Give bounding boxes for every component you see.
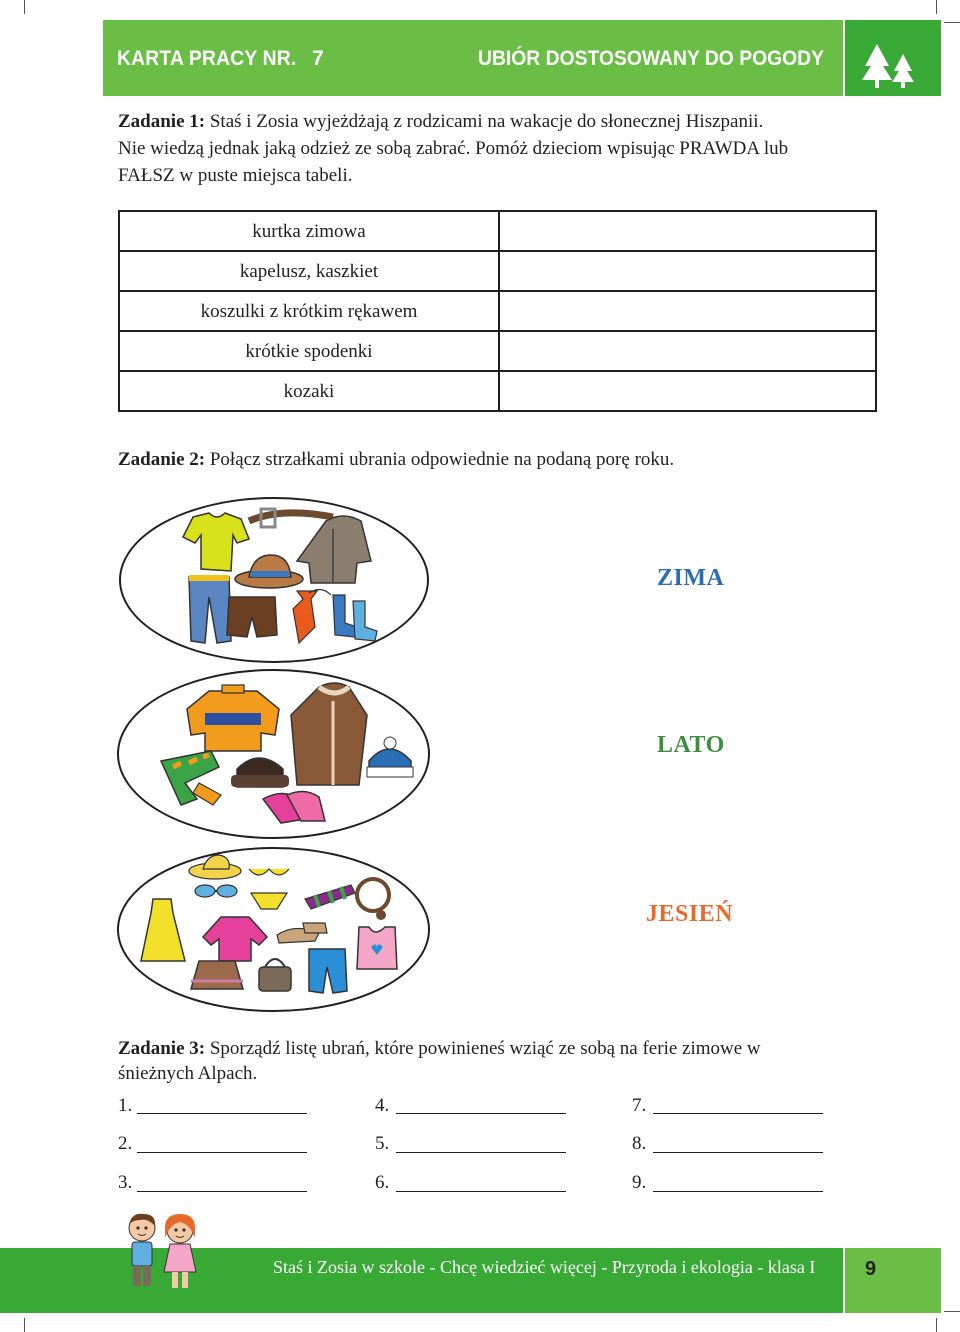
crop-mark [24,0,25,14]
list-item-number: 2. [118,1133,133,1154]
sunglasses-icon[interactable] [195,885,237,897]
fur-hat-icon[interactable] [231,758,289,787]
list-item-number: 1. [118,1095,133,1116]
list-item-number: 5. [375,1133,390,1154]
t-shirt-icon[interactable] [183,513,249,571]
crop-mark [944,1311,960,1312]
sun-hat-icon[interactable] [189,855,241,879]
header-tab [845,20,941,96]
children-mascot-icon [118,1206,208,1296]
list-item-number: 4. [375,1095,390,1116]
bikini-icon[interactable] [249,869,289,909]
list-answer-line[interactable] [137,1191,307,1192]
list-answer-line[interactable] [137,1113,307,1114]
list-answer-line[interactable] [396,1191,566,1192]
worksheet-title: KARTA PRACY NR. [117,47,297,70]
clothing-oval-2[interactable] [117,669,430,839]
skirt-icon[interactable] [191,961,243,989]
pine-trees-icon [845,20,941,96]
table-cell-label: kapelusz, kaszkiet [239,261,379,282]
belt-icon[interactable] [249,509,333,527]
list-answer-line[interactable] [137,1152,307,1153]
clothing-oval-3[interactable] [117,847,430,1012]
list-item-number: 8. [632,1133,647,1154]
crop-mark [24,1318,25,1332]
blouse-icon[interactable] [203,917,267,961]
list-answer-line[interactable] [396,1113,566,1114]
task3-label: Zadanie 3: [118,1038,206,1059]
season-label-zima[interactable]: ZIMA [657,565,725,591]
jacket-icon[interactable] [297,516,371,583]
list-answer-line[interactable] [653,1113,823,1114]
task1-text-line1: Staś i Zosia wyjeżdżają z rodzicami na wakacje do słonecznej Hiszpanii. [205,111,764,132]
tank-top-icon[interactable] [357,927,397,969]
list-answer-line[interactable] [653,1191,823,1192]
list-item-number: 3. [118,1172,133,1193]
winter-coat-icon[interactable] [291,683,367,785]
knit-hat-icon[interactable] [367,737,413,777]
task3-text-line2: śnieżnych Alpach. [118,1063,258,1084]
shorts-icon[interactable] [227,597,277,637]
season-label-jesien[interactable]: JESIEŃ [646,901,734,927]
table-answer-cell[interactable] [500,332,877,370]
worksheet-topic: UBIÓR DOSTOSOWANY DO POGODY [478,47,825,70]
list-item-number: 6. [375,1172,390,1193]
dress-icon[interactable] [141,899,185,961]
scarf-icon[interactable] [161,751,221,805]
table-cell-label: krótkie spodenki [245,341,373,362]
task1-text-line2: Nie wiedzą jednak jaką odzież ze sobą zabrać. Pomóż dzieciom wpisując PRAWDA lub [118,138,789,159]
table-answer-cell[interactable] [500,252,877,290]
footer-text: Staś i Zosia w szkole - Chcę wiedzieć więcej - Przyroda i ekologia - klasa I [273,1257,816,1277]
crop-mark [936,0,937,14]
table-cell-label: kozaki [283,381,335,402]
tie-icon[interactable] [293,589,331,643]
list-answer-line[interactable] [396,1152,566,1153]
sweater-icon[interactable] [187,685,279,751]
list-item-number: 7. [632,1095,647,1116]
task3-instructions [118,1036,878,1086]
table-answer-cell[interactable] [500,372,877,410]
handbag-icon[interactable] [259,959,291,991]
sandals-icon[interactable] [277,923,327,943]
table-answer-cell[interactable] [500,212,877,250]
page-number: 9 [865,1258,877,1280]
task1-instructions [118,108,878,189]
task3-text-line1: Sporządź listę ubrań, które powinieneś wziąć ze sobą na ferie zimowe w [205,1038,761,1059]
footer-tab [845,1248,941,1313]
task1-label: Zadanie 1: [118,111,206,132]
jeans-icon[interactable] [309,949,347,993]
list-item-number: 9. [632,1172,647,1193]
true-false-table [118,210,877,412]
jeans-icon[interactable] [189,575,231,643]
socks-icon[interactable] [333,595,377,641]
table-cell-label: koszulki z krótkim rękawem [200,301,418,322]
table-answer-cell[interactable] [500,292,877,330]
task2-instructions [118,446,878,473]
striped-scarf-icon[interactable] [305,885,355,909]
task2-text: Połącz strzałkami ubrania odpowiednie na podaną porę roku. [205,449,675,470]
hat-icon[interactable] [235,555,303,588]
clothing-oval-1[interactable] [119,497,429,663]
task1-text-line3: FAŁSZ w puste miejsca tabeli. [118,165,353,186]
crop-mark [944,22,960,23]
season-label-lato[interactable]: LATO [657,732,725,758]
task2-label: Zadanie 2: [118,449,206,470]
list-answer-line[interactable] [653,1152,823,1153]
necklace-icon[interactable] [357,879,389,920]
gloves-icon[interactable] [263,791,325,823]
table-column-divider [498,212,500,410]
table-cell-label: kurtka zimowa [252,221,366,242]
crop-mark [936,1318,937,1332]
worksheet-number: 7 [312,47,324,70]
